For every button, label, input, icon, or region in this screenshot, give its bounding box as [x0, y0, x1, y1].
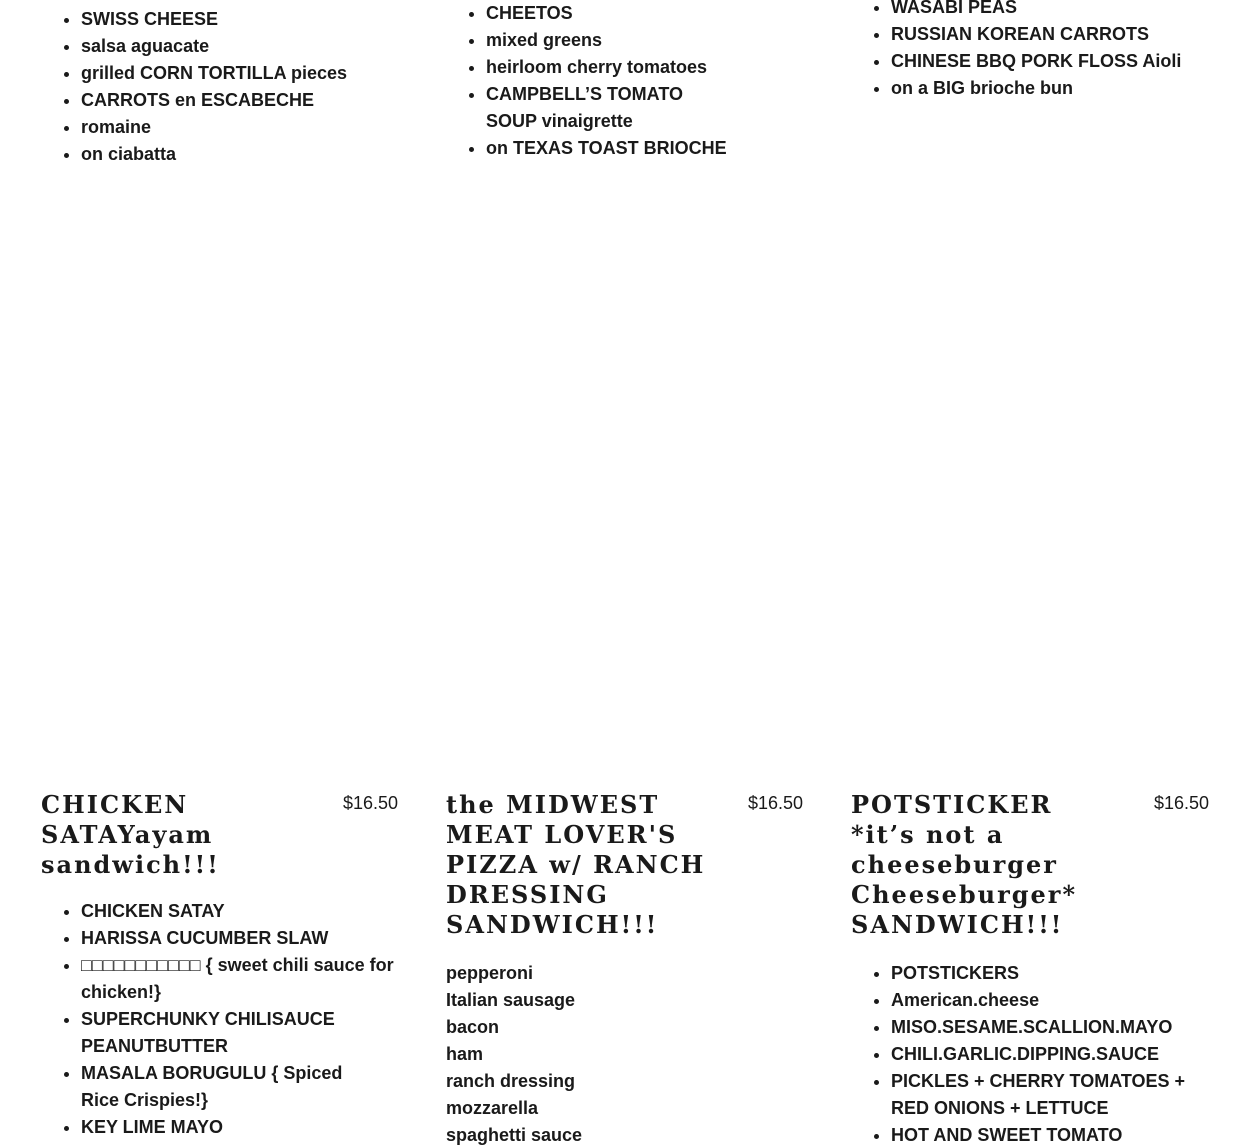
menu-item-title: POTSTICKER *it’s not a cheeseburger Cheeseburger* SANDWICH!!!: [851, 790, 1077, 939]
ingredient-list: [446, 960, 803, 1147]
ingredient: • RUSSIAN KOREAN CARROTS: [891, 21, 1211, 48]
ingredient: • CARROTS en ESCABECHE: [81, 87, 371, 114]
menu-item-2-ingredients: [446, 0, 746, 162]
ingredient: • CAMPBELL’S TOMATO SOUP vinaigrette: [486, 81, 701, 135]
ingredient: ranch dressing: [446, 1071, 576, 1091]
ingredient: • romaine: [81, 114, 371, 141]
ingredient: • on ciabatta: [81, 141, 371, 168]
ingredient: • CHEETOS: [486, 0, 746, 27]
menu-item-3-ingredients: [851, 0, 1211, 102]
ingredient: • SWISS CHEESE: [81, 6, 371, 33]
ingredient: • mixed greens: [486, 27, 746, 54]
menu-item-header: [446, 790, 803, 940]
ingredient: • salsa aguacate: [81, 33, 371, 60]
ingredient: • KEY LIME MAYO: [81, 1114, 398, 1141]
ingredient: • heirloom cherry tomatoes: [486, 54, 746, 81]
ingredient: Italian sausage: [446, 990, 576, 1010]
menu-item-potsticker: [851, 790, 1209, 1147]
ingredient: • PICKLES + CHERRY TOMATOES + RED ONIONS + LETTUCE: [891, 1068, 1191, 1122]
ingredient: • POTSTICKERS: [891, 960, 1209, 987]
ingredient: • CHICKEN SATAY: [81, 898, 398, 925]
menu-item-1-ingredients: [41, 6, 371, 168]
ingredient: • on a BIG brioche bun: [891, 75, 1211, 102]
menu-item-header: [851, 790, 1209, 940]
ingredient: bacon: [446, 1017, 500, 1037]
ingredient-list: [851, 960, 1209, 1147]
menu-item-price: $16.50: [747, 793, 803, 813]
ingredient: • on TEXAS TOAST BRIOCHE: [486, 135, 746, 162]
ingredient: • HARISSA CUCUMBER SLAW: [81, 925, 398, 952]
ingredient: spaghetti sauce: [446, 1125, 583, 1145]
ingredient: ham: [446, 1044, 484, 1064]
ingredient-list: [851, 0, 1211, 102]
ingredient: • CHINESE BBQ PORK FLOSS Aioli: [891, 48, 1211, 75]
menu-item-midwest-pizza: [446, 790, 803, 1147]
menu-item-title: CHICKEN SATAYayam sandwich!!!: [41, 790, 220, 879]
ingredient-list: [446, 0, 746, 162]
menu-item-price: $16.50: [342, 793, 398, 813]
ingredient: • grilled CORN TORTILLA pieces: [81, 60, 371, 87]
ingredient: mozzarella: [446, 1098, 539, 1118]
ingredient: • SUPERCHUNKY CHILISAUCE PEANUTBUTTER: [81, 1006, 351, 1060]
ingredient: • □□□□□□□□□□□ { sweet chili sauce for chicken!}: [81, 952, 398, 1006]
ingredient: • HOT AND SWEET TOMATO: [891, 1122, 1209, 1147]
menu-item-chicken-satay: [41, 790, 398, 1141]
ingredient: • CHILI.GARLIC.DIPPING.SAUCE: [891, 1041, 1209, 1068]
ingredient: • American.cheese: [891, 987, 1209, 1014]
menu-item-header: [41, 790, 398, 880]
ingredient: • WASABI PEAS: [891, 0, 1211, 21]
ingredient-list: [41, 898, 398, 1141]
ingredient: • MASALA BORUGULU { Spiced Rice Crispies!}: [81, 1060, 351, 1114]
ingredient: • MISO.SESAME.SCALLION.MAYO: [891, 1014, 1209, 1041]
ingredient-list: [41, 6, 371, 168]
ingredient: pepperoni: [446, 963, 534, 983]
menu-item-price: $16.50: [1153, 793, 1209, 813]
menu-item-title: the MIDWEST MEAT LOVER'S PIZZA w/ RANCH DRESSING SANDWICH!!!: [446, 790, 706, 939]
